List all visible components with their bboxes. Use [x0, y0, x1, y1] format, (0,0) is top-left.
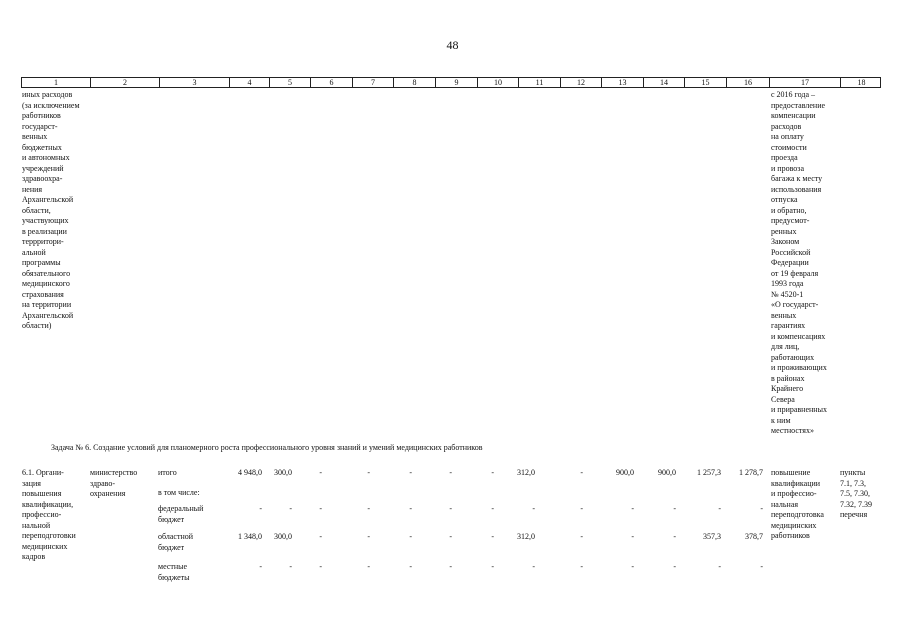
row-value: 312,0	[517, 468, 535, 477]
continued-text-col1: иных расходов (за исключением работников государст- венных бюджетных и автономных учреждений здравоохра- нения Архангельской области, участвующих в реализации террритори- альной программы обязательного медицинского страхования на территории Архангельской области)	[22, 90, 80, 330]
task-title: Задача № 6. Создание условий для планомерного роста профессионального уровня знаний и умений медицинских работников	[51, 443, 483, 452]
row-label: итого	[158, 468, 177, 477]
header-col-17: 17	[769, 78, 840, 87]
row-value: -	[718, 562, 721, 571]
row-value: 1 278,7	[739, 468, 763, 477]
item-name: 6.1. Органи- зация повышения квалификации, профессио- нальной переподготовки медицинских кадров	[22, 468, 76, 561]
row-value: 312,0	[517, 532, 535, 541]
row-value: -	[409, 468, 412, 477]
row-value: -	[449, 532, 452, 541]
row-value: -	[718, 504, 721, 513]
header-col-3: 3	[159, 78, 229, 87]
row-value: -	[532, 504, 535, 513]
row-value: -	[673, 504, 676, 513]
row-value: -	[631, 562, 634, 571]
row-value: -	[673, 562, 676, 571]
row-value: 900,0	[616, 468, 634, 477]
item-result: повышение квалификации и профессио- нальная переподготовка медицинских работников	[771, 468, 824, 540]
row-value: -	[259, 562, 262, 571]
row-value: -	[491, 468, 494, 477]
header-col-4: 4	[229, 78, 269, 87]
row-value: -	[367, 532, 370, 541]
row-value: -	[491, 562, 494, 571]
row-value: 1 257,3	[697, 468, 721, 477]
row-value: -	[367, 562, 370, 571]
row-value: -	[580, 504, 583, 513]
row-label: федеральный бюджет	[158, 504, 204, 524]
header-col-15: 15	[684, 78, 726, 87]
header-col-6: 6	[310, 78, 352, 87]
row-value: 4 948,0	[238, 468, 262, 477]
row-value: -	[673, 532, 676, 541]
row-label: областной бюджет	[158, 532, 194, 552]
header-col-11: 11	[518, 78, 560, 87]
row-value: 1 348,0	[238, 532, 262, 541]
header-col-10: 10	[477, 78, 518, 87]
row-value: -	[449, 468, 452, 477]
row-value: -	[491, 532, 494, 541]
header-col-8: 8	[393, 78, 435, 87]
row-label: в том числе:	[158, 488, 200, 497]
row-value: -	[491, 504, 494, 513]
row-value: -	[319, 532, 322, 541]
row-value: -	[319, 562, 322, 571]
header-col-7: 7	[352, 78, 393, 87]
row-value: -	[532, 562, 535, 571]
row-value: -	[367, 468, 370, 477]
row-value: -	[449, 504, 452, 513]
row-value: -	[580, 562, 583, 571]
row-value: -	[259, 504, 262, 513]
row-value: -	[367, 504, 370, 513]
header-col-14: 14	[643, 78, 684, 87]
header-col-5: 5	[269, 78, 310, 87]
header-col-9: 9	[435, 78, 477, 87]
header-col-16: 16	[726, 78, 769, 87]
row-value: -	[409, 532, 412, 541]
item-refs: пункты 7.1, 7.3, 7.5, 7.30, 7.32, 7.39 перечня	[840, 468, 872, 519]
table-header-row	[21, 77, 881, 88]
row-label: местные бюджеты	[158, 562, 190, 582]
row-value: -	[409, 562, 412, 571]
item-executor: министерство здраво- охранения	[90, 468, 138, 498]
row-value: -	[580, 468, 583, 477]
row-value: -	[289, 562, 292, 571]
row-value: -	[631, 532, 634, 541]
row-value: 300,0	[274, 468, 292, 477]
row-value: -	[631, 504, 634, 513]
row-value: 378,7	[745, 532, 763, 541]
page-number: 48	[446, 38, 459, 52]
row-value: -	[449, 562, 452, 571]
row-value: -	[760, 504, 763, 513]
row-value: -	[760, 562, 763, 571]
header-col-12: 12	[560, 78, 601, 87]
row-value: -	[289, 504, 292, 513]
row-value: -	[580, 532, 583, 541]
header-col-18: 18	[840, 78, 882, 87]
row-value: -	[319, 468, 322, 477]
header-col-13: 13	[601, 78, 643, 87]
row-value: -	[319, 504, 322, 513]
continued-text-col17: с 2016 года – предоставление компенсации расходов на оплату стоимости проезда и провоза багажа к месту использования отпуска и обратно, предусмот- ренных Законом Российской Федерации от 19 февраля 1993 года № 4520-1 «О государст- венных гарантиях и компенсациях для лиц, работающих и проживающих в районах Крайнего Севера и приравненных к ним местностях»	[771, 90, 827, 435]
header-col-2: 2	[90, 78, 159, 87]
row-value: 900,0	[658, 468, 676, 477]
row-value: -	[409, 504, 412, 513]
row-value: 357,3	[703, 532, 721, 541]
header-col-1: 1	[54, 78, 58, 87]
row-value: 300,0	[274, 532, 292, 541]
